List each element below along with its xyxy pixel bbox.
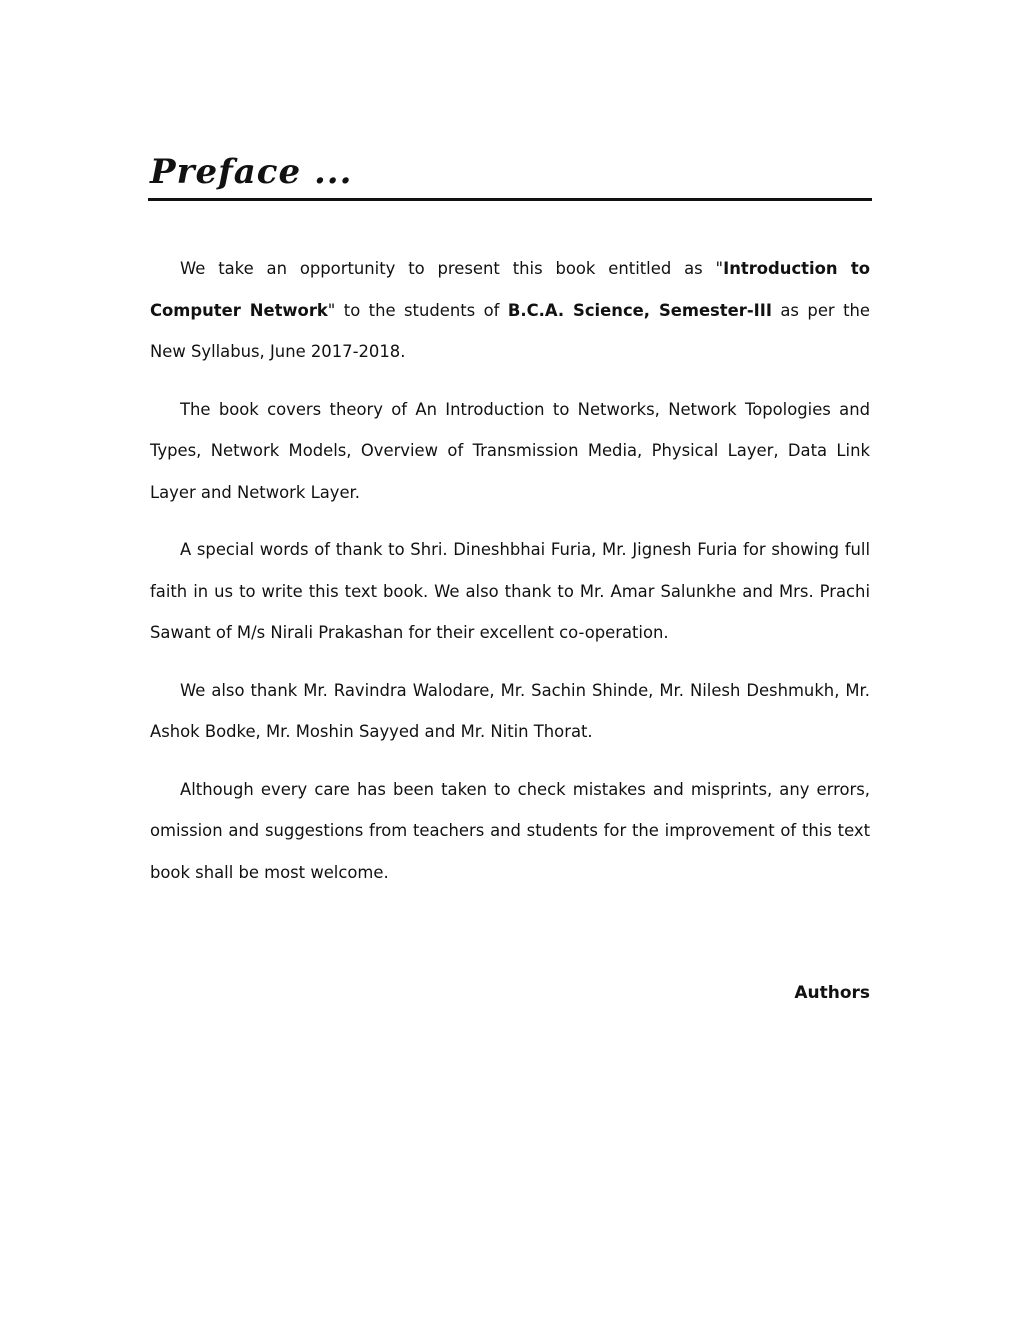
- paragraph-contents: [150, 389, 870, 514]
- paragraph-text: " to the students of: [327, 300, 508, 320]
- paragraph-intro: [150, 248, 870, 373]
- course-text: B.C.A. Science, Semester-III: [507, 300, 772, 320]
- page-title: Preface ...: [150, 152, 353, 192]
- paragraph-text: A special words of thank to Shri. Dineshbhai Furia, Mr. Jignesh Furia for showing full faith in us to write this text book. We also thank to Mr. Amar Salunkhe and Mrs. Prachi Sawant of M/s Nirali Prakashan for their excellent co-operation.: [150, 540, 870, 642]
- paragraph-text: We also thank Mr. Ravindra Walodare, Mr. Sachin Shinde, Mr. Nilesh Deshmukh, Mr. Ashok Bodke, Mr. Moshin Sayyed and Mr. Nitin Thorat.: [150, 680, 870, 741]
- paragraph-thanks: [150, 529, 870, 654]
- paragraph-suggestions: [150, 769, 870, 894]
- book-title-text: Introduction to Computer Network: [150, 259, 871, 320]
- paragraph-text: The book covers theory of An Introduction to Networks, Network Topologies and Types, Network Models, Overview of Transmission Media, Physical Layer, Data Link Layer and Network Layer.: [150, 399, 870, 502]
- paragraph-text: as per the New Syllabus, June 2017-2018.: [150, 300, 870, 361]
- authors-signature: Authors: [794, 983, 870, 1003]
- title-underline: [148, 198, 872, 201]
- paragraph-text: We take an opportunity to present this book entitled as ": [180, 259, 724, 278]
- paragraph-text: Although every care has been taken to check mistakes and misprints, any errors, omission and suggestions from teachers and students for the improvement of this text book shall be most welcome.: [150, 779, 870, 882]
- preface-body: [150, 248, 870, 909]
- paragraph-acknowledgements: [150, 670, 870, 753]
